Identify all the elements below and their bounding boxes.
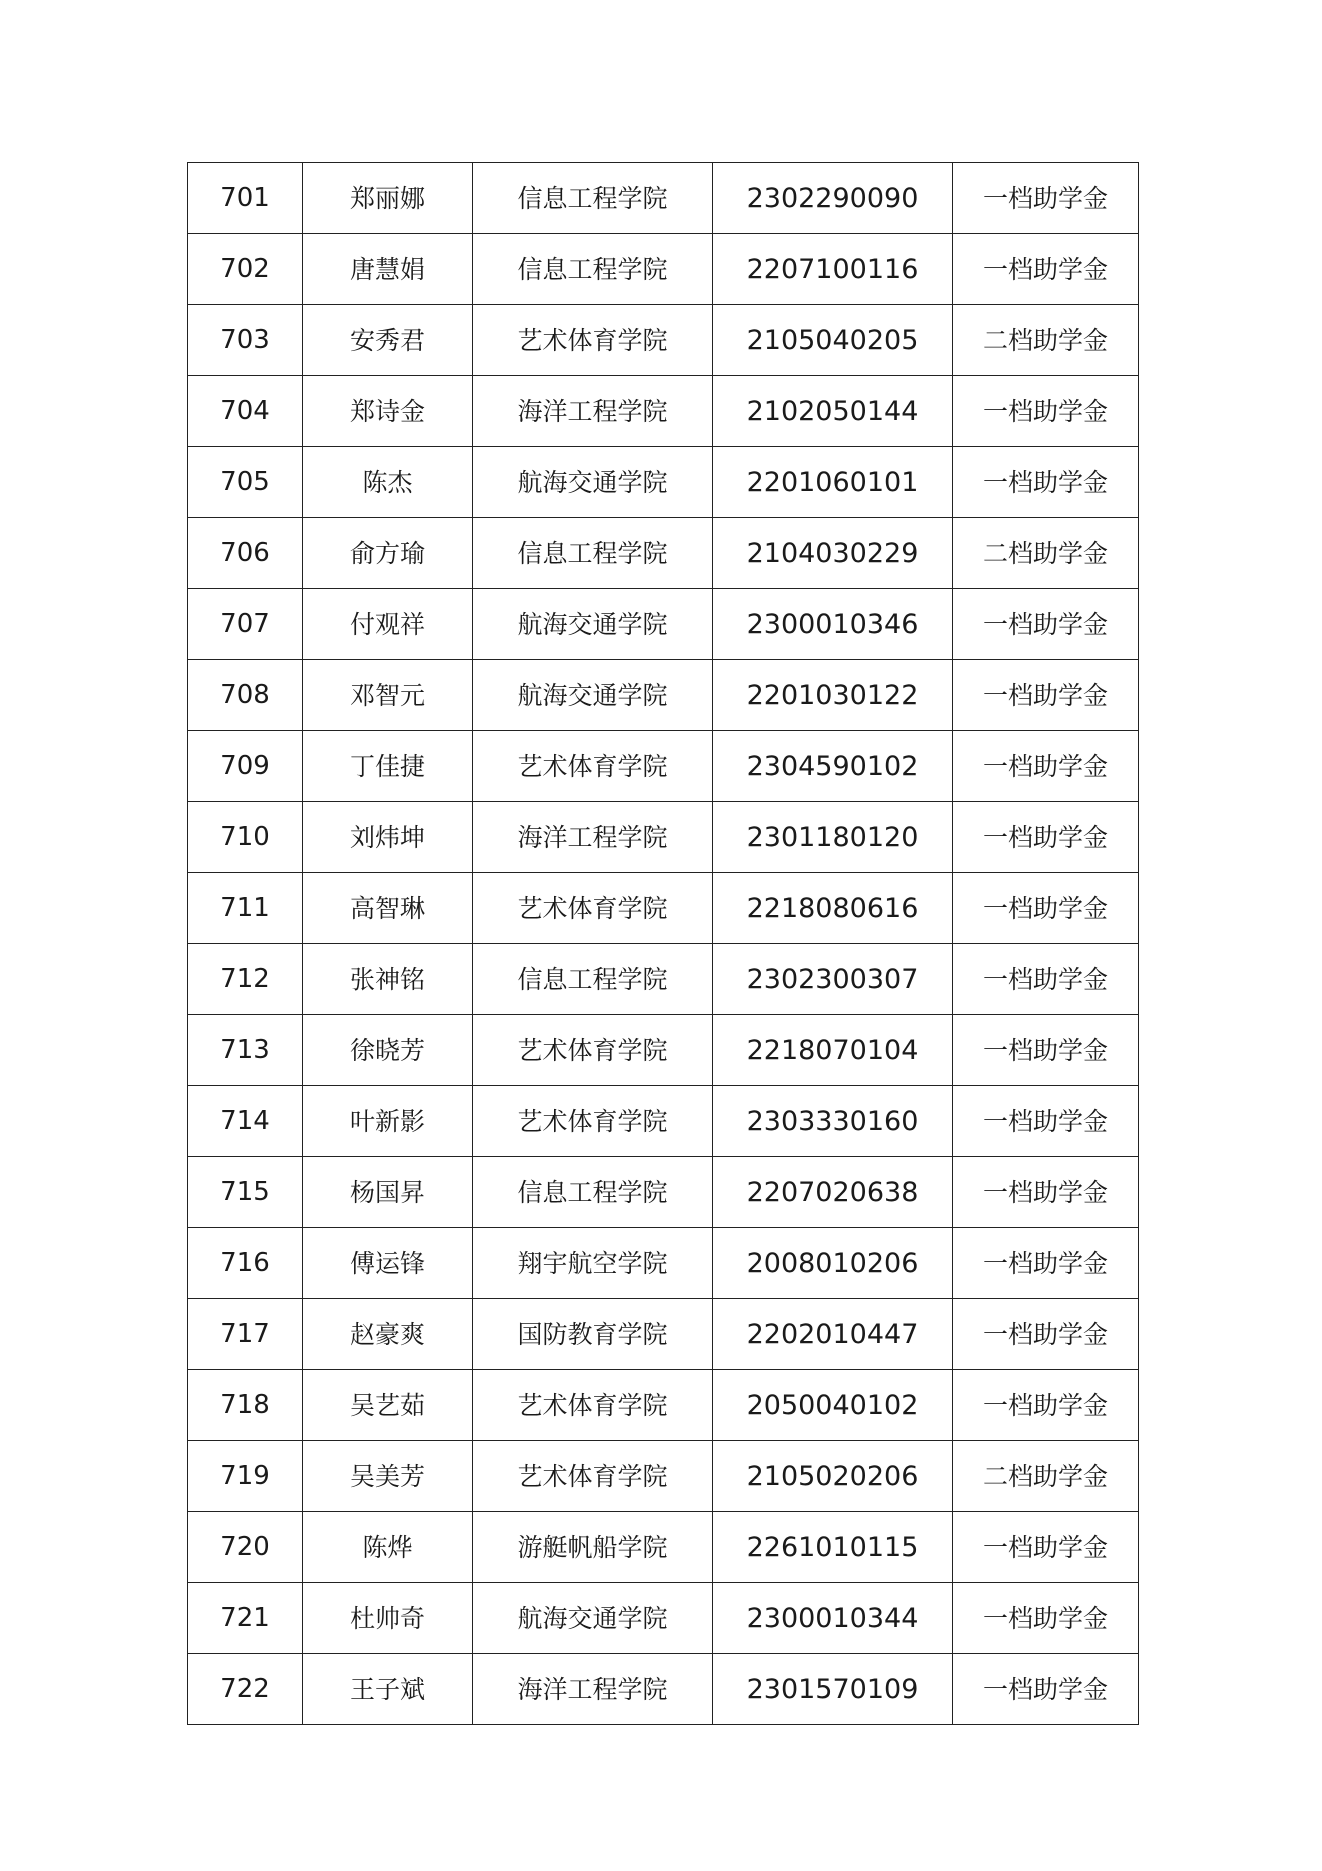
- table-row: [188, 1583, 1139, 1654]
- aid-grade-cell: 一档助学金: [953, 1370, 1139, 1441]
- row-number-cell: 702: [188, 234, 303, 305]
- table-row: [188, 944, 1139, 1015]
- student-id-cell: 2218080616: [713, 873, 953, 944]
- aid-grade-cell: 一档助学金: [953, 1583, 1139, 1654]
- aid-grade-cell: 一档助学金: [953, 731, 1139, 802]
- table-row: [188, 447, 1139, 518]
- row-number-cell: 711: [188, 873, 303, 944]
- student-id-cell: 2300010346: [713, 589, 953, 660]
- aid-grade-cell: 一档助学金: [953, 1228, 1139, 1299]
- table-row: [188, 1015, 1139, 1086]
- student-id-cell: 2261010115: [713, 1512, 953, 1583]
- college-cell: 艺术体育学院: [473, 1015, 713, 1086]
- college-cell: 信息工程学院: [473, 163, 713, 234]
- college-cell: 艺术体育学院: [473, 305, 713, 376]
- table-row: [188, 1228, 1139, 1299]
- student-name-cell: 高智琳: [303, 873, 473, 944]
- row-number-cell: 716: [188, 1228, 303, 1299]
- college-cell: 翔宇航空学院: [473, 1228, 713, 1299]
- table-row: [188, 660, 1139, 731]
- student-id-cell: 2102050144: [713, 376, 953, 447]
- student-name-cell: 吴艺茹: [303, 1370, 473, 1441]
- student-name-cell: 丁佳捷: [303, 731, 473, 802]
- student-id-cell: 2050040102: [713, 1370, 953, 1441]
- student-name-cell: 王子斌: [303, 1654, 473, 1725]
- student-id-cell: 2201030122: [713, 660, 953, 731]
- student-name-cell: 邓智元: [303, 660, 473, 731]
- college-cell: 海洋工程学院: [473, 802, 713, 873]
- table-row: [188, 1654, 1139, 1725]
- aid-grade-cell: 一档助学金: [953, 1157, 1139, 1228]
- table-row: [188, 1299, 1139, 1370]
- student-id-cell: 2105040205: [713, 305, 953, 376]
- scholarship-table: [187, 162, 1139, 1725]
- row-number-cell: 706: [188, 518, 303, 589]
- aid-grade-cell: 一档助学金: [953, 589, 1139, 660]
- table-body: [188, 163, 1139, 1725]
- student-name-cell: 叶新影: [303, 1086, 473, 1157]
- aid-grade-cell: 一档助学金: [953, 1015, 1139, 1086]
- table-row: [188, 518, 1139, 589]
- student-name-cell: 安秀君: [303, 305, 473, 376]
- aid-grade-cell: 一档助学金: [953, 944, 1139, 1015]
- row-number-cell: 703: [188, 305, 303, 376]
- college-cell: 艺术体育学院: [473, 1086, 713, 1157]
- row-number-cell: 717: [188, 1299, 303, 1370]
- student-id-cell: 2104030229: [713, 518, 953, 589]
- college-cell: 海洋工程学院: [473, 1654, 713, 1725]
- student-name-cell: 唐慧娟: [303, 234, 473, 305]
- student-id-cell: 2300010344: [713, 1583, 953, 1654]
- student-name-cell: 吴美芳: [303, 1441, 473, 1512]
- row-number-cell: 722: [188, 1654, 303, 1725]
- aid-grade-cell: 一档助学金: [953, 802, 1139, 873]
- college-cell: 艺术体育学院: [473, 731, 713, 802]
- student-id-cell: 2207020638: [713, 1157, 953, 1228]
- table-row: [188, 1086, 1139, 1157]
- student-name-cell: 付观祥: [303, 589, 473, 660]
- aid-grade-cell: 一档助学金: [953, 447, 1139, 518]
- college-cell: 艺术体育学院: [473, 1370, 713, 1441]
- college-cell: 信息工程学院: [473, 1157, 713, 1228]
- row-number-cell: 708: [188, 660, 303, 731]
- student-id-cell: 2207100116: [713, 234, 953, 305]
- student-name-cell: 徐晓芳: [303, 1015, 473, 1086]
- row-number-cell: 719: [188, 1441, 303, 1512]
- student-id-cell: 2201060101: [713, 447, 953, 518]
- student-id-cell: 2302290090: [713, 163, 953, 234]
- aid-grade-cell: 一档助学金: [953, 1512, 1139, 1583]
- student-id-cell: 2202010447: [713, 1299, 953, 1370]
- table-row: [188, 589, 1139, 660]
- student-id-cell: 2008010206: [713, 1228, 953, 1299]
- college-cell: 信息工程学院: [473, 234, 713, 305]
- aid-grade-cell: 一档助学金: [953, 163, 1139, 234]
- student-name-cell: 俞方瑜: [303, 518, 473, 589]
- aid-grade-cell: 一档助学金: [953, 1654, 1139, 1725]
- row-number-cell: 718: [188, 1370, 303, 1441]
- college-cell: 航海交通学院: [473, 589, 713, 660]
- student-id-cell: 2105020206: [713, 1441, 953, 1512]
- row-number-cell: 709: [188, 731, 303, 802]
- college-cell: 航海交通学院: [473, 447, 713, 518]
- student-name-cell: 杨国昇: [303, 1157, 473, 1228]
- table-row: [188, 234, 1139, 305]
- aid-grade-cell: 二档助学金: [953, 1441, 1139, 1512]
- student-id-cell: 2304590102: [713, 731, 953, 802]
- student-id-cell: 2302300307: [713, 944, 953, 1015]
- aid-grade-cell: 二档助学金: [953, 518, 1139, 589]
- aid-grade-cell: 一档助学金: [953, 1299, 1139, 1370]
- row-number-cell: 701: [188, 163, 303, 234]
- row-number-cell: 704: [188, 376, 303, 447]
- college-cell: 海洋工程学院: [473, 376, 713, 447]
- student-name-cell: 赵豪爽: [303, 1299, 473, 1370]
- student-id-cell: 2303330160: [713, 1086, 953, 1157]
- student-id-cell: 2301180120: [713, 802, 953, 873]
- college-cell: 航海交通学院: [473, 1583, 713, 1654]
- aid-grade-cell: 一档助学金: [953, 1086, 1139, 1157]
- aid-grade-cell: 一档助学金: [953, 873, 1139, 944]
- college-cell: 国防教育学院: [473, 1299, 713, 1370]
- row-number-cell: 715: [188, 1157, 303, 1228]
- student-name-cell: 陈烨: [303, 1512, 473, 1583]
- row-number-cell: 721: [188, 1583, 303, 1654]
- college-cell: 游艇帆船学院: [473, 1512, 713, 1583]
- student-name-cell: 郑丽娜: [303, 163, 473, 234]
- row-number-cell: 713: [188, 1015, 303, 1086]
- table-row: [188, 1157, 1139, 1228]
- row-number-cell: 705: [188, 447, 303, 518]
- college-cell: 信息工程学院: [473, 518, 713, 589]
- table-row: [188, 163, 1139, 234]
- row-number-cell: 710: [188, 802, 303, 873]
- table-row: [188, 1441, 1139, 1512]
- student-name-cell: 陈杰: [303, 447, 473, 518]
- student-name-cell: 傅运锋: [303, 1228, 473, 1299]
- aid-grade-cell: 一档助学金: [953, 234, 1139, 305]
- aid-grade-cell: 一档助学金: [953, 660, 1139, 731]
- table-row: [188, 305, 1139, 376]
- student-id-cell: 2301570109: [713, 1654, 953, 1725]
- student-name-cell: 杜帅奇: [303, 1583, 473, 1654]
- college-cell: 信息工程学院: [473, 944, 713, 1015]
- table-row: [188, 1512, 1139, 1583]
- student-id-cell: 2218070104: [713, 1015, 953, 1086]
- college-cell: 艺术体育学院: [473, 1441, 713, 1512]
- aid-grade-cell: 一档助学金: [953, 376, 1139, 447]
- aid-grade-cell: 二档助学金: [953, 305, 1139, 376]
- student-name-cell: 刘炜坤: [303, 802, 473, 873]
- table-row: [188, 1370, 1139, 1441]
- table-row: [188, 731, 1139, 802]
- row-number-cell: 712: [188, 944, 303, 1015]
- student-name-cell: 张神铭: [303, 944, 473, 1015]
- table-row: [188, 873, 1139, 944]
- table-row: [188, 802, 1139, 873]
- college-cell: 航海交通学院: [473, 660, 713, 731]
- student-name-cell: 郑诗金: [303, 376, 473, 447]
- row-number-cell: 720: [188, 1512, 303, 1583]
- college-cell: 艺术体育学院: [473, 873, 713, 944]
- row-number-cell: 714: [188, 1086, 303, 1157]
- row-number-cell: 707: [188, 589, 303, 660]
- table-row: [188, 376, 1139, 447]
